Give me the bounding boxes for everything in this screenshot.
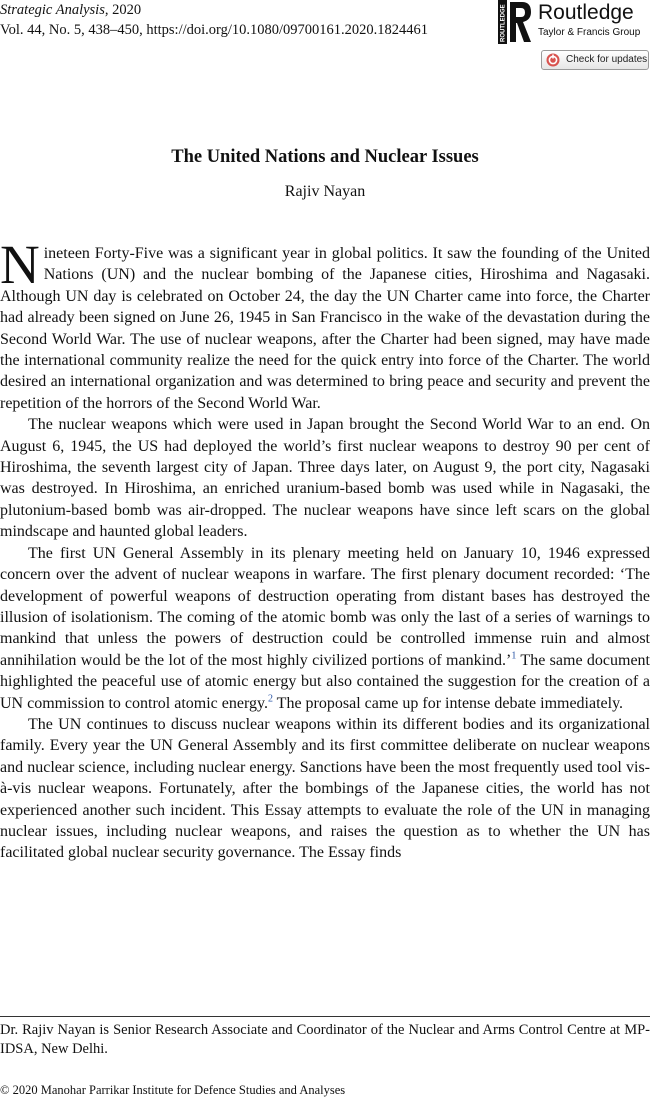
check-updates-label: Check for updates [566,54,648,65]
paragraph-1-text: ineteen Forty-Five was a significant year in global politics. It saw the founding of the United Nations (UN) and the nuclear bombing of the Japanese cities, Hiroshima and Nagasaki. Although UN day is celebrated on October 24, the day the UN Charter came into force, the Charter had already been signed on June 26, 1945 in San Francisco in the wake of the devastation during the Second World War. The use of nuclear weapons, after the Charter had been signed, may have made the international community realize the need for the quick entry into force of the Charter. The world desired an international organization and was determined to bring peace and security and prevent the repetition of the horrors of the Second World War. [0,245,650,412]
paragraph-3-text-b: The same document highlighted the peaceful use of atomic energy but also contained the suggestion for the creation of a UN commission to control atomic energy. [0,651,650,712]
publisher-side-text: ROUTLEDGE [500,4,507,42]
journal-name-line [0,0,428,20]
publisher-group: Taylor & Francis Group [538,27,641,38]
routledge-logo-icon [498,0,532,44]
paragraph-3-text-c: The proposal came up for intense debate immediately. [272,694,624,712]
publisher-brand: Routledge [538,1,634,24]
publisher-logo[interactable] [498,0,648,46]
drop-cap: N [0,234,40,295]
paragraph-2: The nuclear weapons which were used in Japan brought the Second World War to an end. On August 6, 1945, the US had deployed the world’s first nuclear weapons to destroy 90 per cent of Hiroshima, the seventh largest city of Japan. Three days later, on August 9, the port city, Nagasaki was destroyed. In Hiroshima, an enriched uranium-based bomb was used while in Nagasaki, the plutonium-based bomb was air-dropped. The nuclear weapons have since left scars on the global mindscape and haunted global leaders. [0,416,650,541]
check-updates-icon [546,53,560,67]
footnote-divider [0,1016,650,1017]
journal-header [0,0,428,40]
paragraph-3 [0,543,650,714]
paragraph-4: The UN continues to discuss nuclear weapons within its different bodies and its organizational family. Every year the UN General Assembly and its first committee deliberate on nuclear weapons and nuclear science, including nuclear energy. Sanctions have been the most frequently used tool vis-à-vis nuclear weapons. Fortunately, after the bombings of the Japanese cities, the world has not experienced another such incident. This Essay attempts to evaluate the role of the UN in managing nuclear issues, including nuclear weapons, and raises the question as to whether the UN has facilitated global nuclear security governance. The Essay finds [0,715,650,862]
article-title: The United Nations and Nuclear Issues [171,147,479,167]
paragraph-3-text-a: The first UN General Assembly in its plenary meeting held on January 10, 1946 expressed concern over the advent of nuclear weapons in warfare. The first plenary document recorded: ‘The development of powerful weapons of destruction operating from distant bases has destroyed the illusion of isolationism. The coming of the atomic bomb was only the last of a series of warnings to mankind that unless the powers of destruction could be controlled immense ruin and almost annihilation would be the lot of the most highly civilized portions of mankind.’ [0,544,650,669]
journal-citation[interactable]: Vol. 44, No. 5, 438–450, https://doi.org/10.1080/09700161.2020.1824461 [0,22,429,38]
paragraph-1 [0,234,650,414]
footnote-ref-1[interactable]: 1 [511,650,517,662]
article-body [0,234,650,864]
copyright-notice: © 2020 Manohar Parrikar Institute for Defence Studies and Analyses [0,1083,346,1097]
check-for-updates-button[interactable] [541,50,649,70]
author-footnote: Dr. Rajiv Nayan is Senior Research Associate and Coordinator of the Nuclear and Arms Control Centre at MP-IDSA, New Delhi. [0,1022,650,1057]
article-author: Rajiv Nayan [284,183,366,200]
footnote-ref-2[interactable]: 2 [267,693,273,705]
journal-year: , 2020 [104,2,142,18]
journal-name: Strategic Analysis [0,2,105,18]
